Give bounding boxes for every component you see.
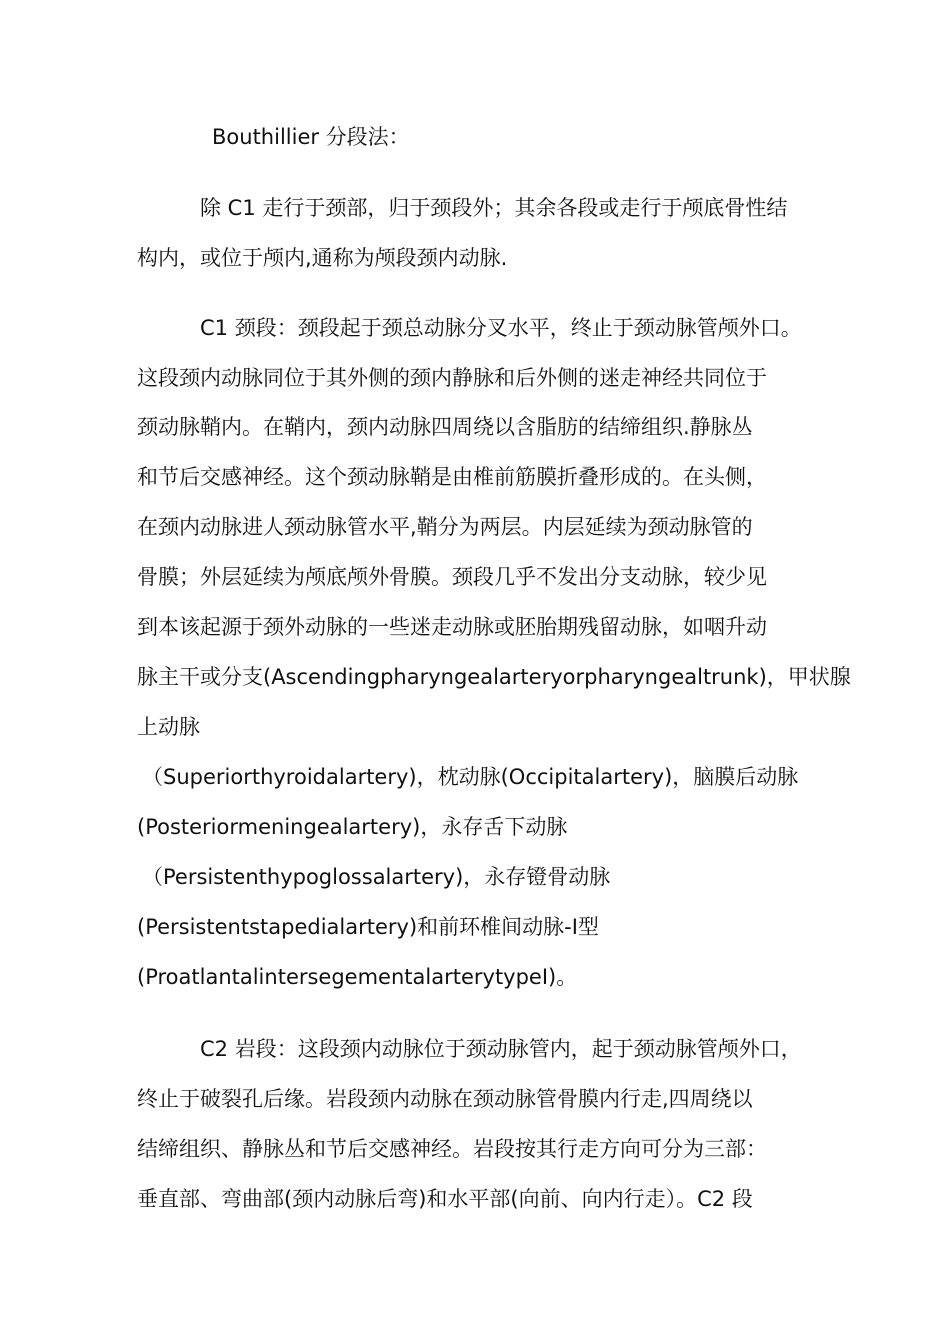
section-heading: Bouthillier 分段法： [212, 125, 410, 149]
paragraph-line: C1 颈段：颈段起于颈总动脉分叉水平，终止于颈动脉管颅外口。 [200, 316, 802, 340]
paragraph-line: 终止于破裂孔后缘。岩段颈内动脉在颈动脉管骨膜内行走,四周绕以 [137, 1087, 753, 1111]
paragraph-line: 结缔组织、静脉丛和节后交感神经。岩段按其行走方向可分为三部： [137, 1137, 767, 1161]
paragraph-line: C2 岩段：这段颈内动脉位于颈动脉管内，起于颈动脉管颅外口， [200, 1037, 802, 1061]
paragraph-line: 构内，或位于颅内,通称为颅段颈内动脉. [137, 246, 508, 270]
paragraph-line: (ProatlantalintersegementalarterytypeⅠ)。 [137, 965, 578, 989]
paragraph-line: 到本该起源于颈外动脉的一些迷走动脉或胚胎期残留动脉，如咽升动 [137, 615, 767, 639]
paragraph-line: 和节后交感神经。这个颈动脉鞘是由椎前筋膜折叠形成的。在头侧， [137, 465, 767, 489]
paragraph-line: 颈动脉鞘内。在鞘内，颈内动脉四周绕以含脂肪的结缔组织.静脉丛 [137, 415, 753, 439]
paragraph-line: 除 C1 走行于颈部，归于颈段外；其余各段或走行于颅底骨性结 [200, 196, 788, 220]
paragraph-line: （Persistenthypoglossalartery)，永存镫骨动脉 [142, 865, 611, 889]
paragraph-line: 这段颈内动脉同位于其外侧的颈内静脉和后外侧的迷走神经共同位于 [137, 366, 767, 390]
paragraph-line: 骨膜；外层延续为颅底颅外骨膜。颈段几乎不发出分支动脉，较少见 [137, 565, 767, 589]
paragraph-line: (Persistentstapedialartery)和前环椎间动脉-Ⅰ型 [137, 915, 599, 939]
paragraph-line: 在颈内动脉进人颈动脉管水平,鞘分为两层。内层延续为颈动脉管的 [137, 515, 753, 539]
paragraph-line: (Posteriormeningealartery)，永存舌下动脉 [137, 815, 568, 839]
paragraph-line: （Superiorthyroidalartery)，枕动脉(Occipitalartery)，脑膜后动脉 [142, 765, 799, 789]
paragraph-line: 垂直部、弯曲部(颈内动脉后弯)和水平部(向前、向内行走）。C2 段 [137, 1187, 753, 1211]
paragraph-line: 上动脉 [137, 715, 200, 739]
paragraph-line: 脉主干或分支(Ascendingpharyngealarteryorpharyngealtrunk)，甲状腺 [137, 665, 851, 689]
